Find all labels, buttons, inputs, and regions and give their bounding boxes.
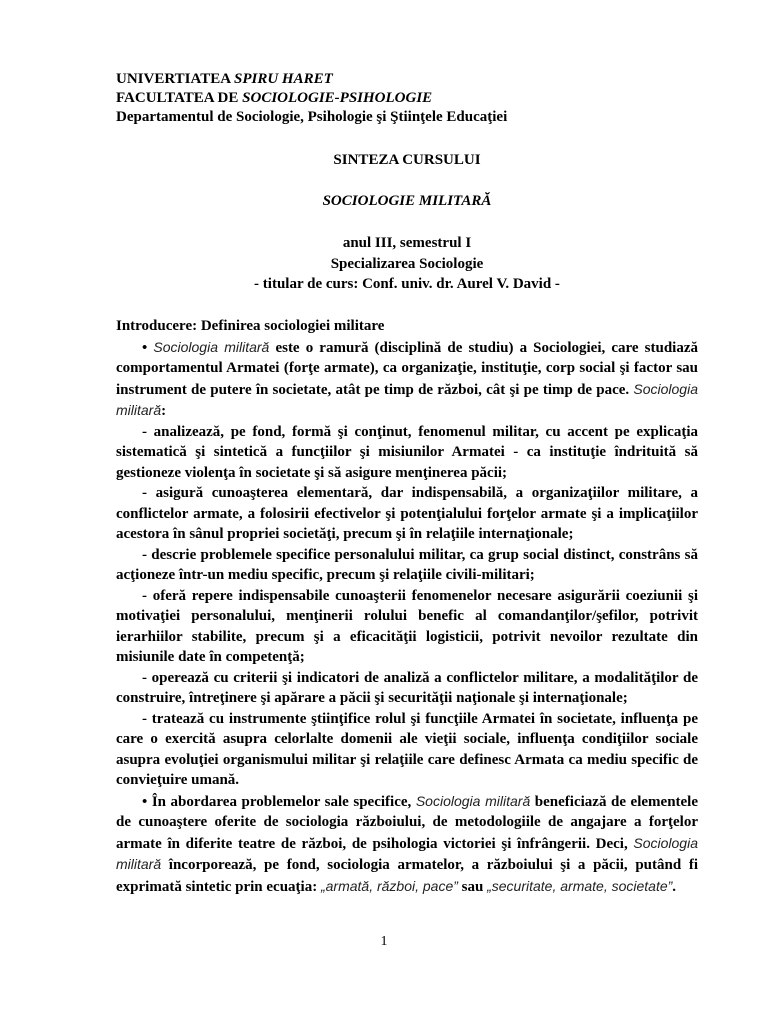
body-text — [116, 316, 698, 897]
paragraph-2: • În abordarea problemelor sale specifice, Sociologia militară beneficiază de elementele de cunoaştere oferite de sociologia războiului, de metodologiile de angajare a forţelor armate în diferite teatre de război, de psihologia victoriei şi înfrângerii. Deci, Sociologia militară încorporează, pe fond, sociologia armatelor, a războiului şi a păcii, putând fi exprimată sintetic prin ecuaţia: „armată, război, pace” sau „securitate, armate, societate”. — [116, 792, 699, 895]
paragraph-1: • Sociologia militară este o ramură (disciplină de studiu) a Sociologiei, care studiază comportamentul Armatei (forţe armate), ca organizaţie, instituţie, corp social şi factor sau instrument de putere în societate, atât pe timp de război, cât şi pe timp de pace. Sociologia militară: — [116, 338, 699, 419]
header — [116, 70, 698, 127]
formula-1: „armată, război, pace” — [320, 877, 458, 894]
university-name: SPIRU HARET — [233, 71, 333, 87]
list-item: - asigură cunoaşterea elementară, dar indispensabilă, a organizaţiilor militare, a conflictelor armate, a folosirii efectivelor şi potenţialului forţelor armate şi a implicaţiilor acestora în sânul propriei societăţi, precum şi în relaţiile internaţionale; — [116, 485, 698, 542]
bullet-2: • — [142, 793, 148, 810]
course-title: SOCIOLOGIE MILITARĂ — [322, 193, 492, 209]
university-line: UNIVERTIATEA SPIRU HARET — [116, 71, 333, 87]
faculty-line: FACULTATEA DE SOCIOLOGIE-PSIHOLOGIE — [116, 90, 433, 106]
page-number: 1 — [380, 934, 388, 949]
year-line: anul III, semestrul I — [342, 235, 472, 251]
department-line: Departamentul de Sociologie, Psihologie şi Ştiinţele Educaţiei — [116, 109, 508, 125]
list-item: - analizează, pe fond, formă şi conţinut, fenomenul militar, cu accent pe explicaţia sistematică şi sintetică a funcţiilor şi misiunilor Armatei - ca instituţie îndrituită să gestioneze violenţa în societate şi să asigure menţinerea păcii; — [116, 423, 698, 481]
specialization-line: Specializarea Sociologie — [330, 256, 484, 272]
lecturer-line: - titular de curs: Conf. univ. dr. Aurel V. David - — [254, 276, 560, 292]
bullet-1: • — [142, 339, 148, 356]
list-item: - oferă repere indispensabile cunoaşterii fenomenelor necesare asigurării coeziunii şi motivaţiei personalului, menţinerii rolului benefic al comandanţilor/şefilor, potrivit ierarhiilor stabilite, precum şi a eficacităţii logisticii, potrivit nevoilor rezultate din misiunile date în competenţă; — [116, 587, 698, 665]
list-item: - descrie problemele specifice personalului militar, ca grup social distinct, constrâns să acţioneze într-un mediu specific, precum şi relaţiile civili-militari; — [116, 546, 698, 583]
intro-heading: Introducere: Definirea sociologiei militare — [116, 318, 385, 334]
list-item: - tratează cu instrumente ştiinţifice rolul şi funcţiile Armatei în societate, influenţa pe care o exercită asupra celorlalte domenii ale vieţii sociale, influenţa condiţiilor sociale asupra evoluţiei organismului militar şi relaţiile care definesc Armata ca mediu specific de convieţuire umană. — [116, 710, 698, 788]
formula-2: „securitate, armate, societate” — [487, 877, 673, 894]
synthesis-title: SINTEZA CURSULUI — [333, 152, 481, 168]
list-item: - operează cu criterii şi indicatori de analiză a conflictelor militare, a modalităţilor de construire, întreţinere şi apărare a păcii şi securităţii naţionale şi internaţionale; — [116, 669, 698, 706]
faculty-name: SOCIOLOGIE-PSIHOLOGIE — [242, 90, 433, 106]
